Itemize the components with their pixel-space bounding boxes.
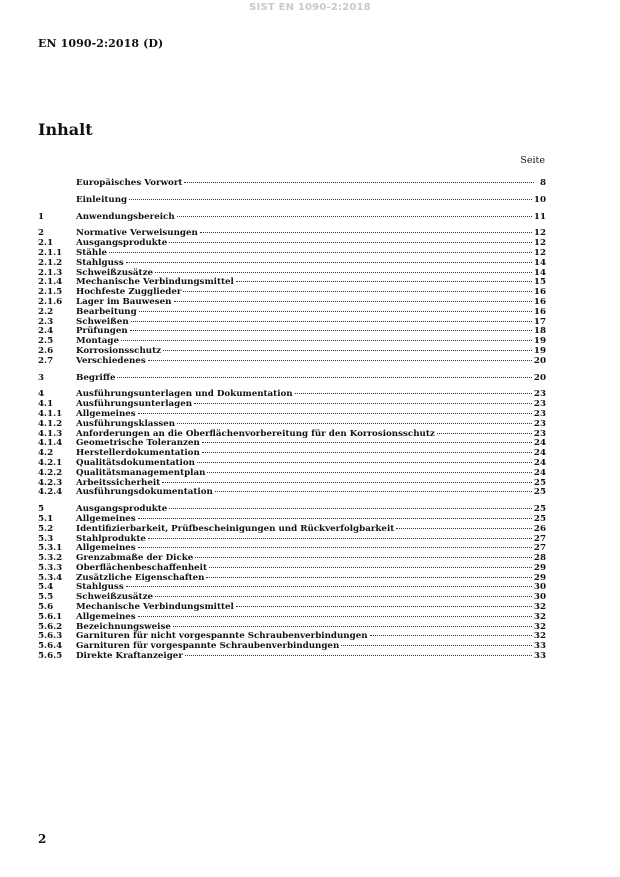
toc-entry-label: Ausführungsunterlagen und Dokumentation bbox=[76, 389, 293, 400]
toc-entry-label: Schweißzusätze bbox=[76, 267, 154, 278]
toc-entry-label: Anwendungsbereich bbox=[76, 211, 175, 222]
dot-leader bbox=[126, 586, 532, 587]
toc-entry-number: 5.3.2 bbox=[38, 553, 63, 564]
dot-leader bbox=[148, 360, 532, 361]
dot-leader bbox=[236, 606, 532, 607]
table-of-contents bbox=[38, 179, 546, 662]
toc-entry-label: Stahlguss bbox=[76, 582, 124, 593]
toc-entry-label: Stahlguss bbox=[76, 257, 124, 268]
toc-entry-page: 23 bbox=[533, 399, 546, 410]
watermark: SIST EN 1090-2:2018 bbox=[249, 2, 371, 13]
toc-entry-label: Qualitätsdokumentation bbox=[76, 457, 195, 468]
dot-leader bbox=[138, 547, 532, 548]
toc-entry-page: 15 bbox=[533, 277, 546, 288]
toc-entry-number: 5.5 bbox=[38, 592, 54, 603]
dot-leader bbox=[207, 472, 532, 473]
toc-entry-label: Montage bbox=[76, 336, 119, 347]
toc-entry-number: 2.1.1 bbox=[38, 247, 63, 258]
toc-entry-label: Einleitung bbox=[76, 194, 128, 205]
dot-leader bbox=[138, 616, 532, 617]
toc-entry-label: Korrosionsschutz bbox=[76, 345, 162, 356]
toc-entry-page: 24 bbox=[533, 438, 546, 449]
toc-entry-label: Garnituren für nicht vorgespannte Schraubenverbindungen bbox=[76, 631, 368, 642]
toc-entry-label: Europäisches Vorwort bbox=[76, 178, 183, 188]
toc-entry-number: 5.3 bbox=[38, 533, 54, 544]
toc-entry-number: 2.2 bbox=[38, 306, 54, 317]
toc-entry-number: 2.1 bbox=[38, 238, 54, 249]
toc-entry-label: Hochfeste Zugglieder bbox=[76, 287, 182, 298]
dot-leader bbox=[206, 577, 531, 578]
toc-entry-page: 11 bbox=[533, 211, 546, 222]
toc-entry-label: Herstellerdokumentation bbox=[76, 448, 200, 459]
toc-entry[interactable] bbox=[38, 374, 546, 384]
dot-leader bbox=[131, 321, 532, 322]
dot-leader bbox=[215, 491, 532, 492]
toc-entry-page: 12 bbox=[533, 247, 546, 258]
toc-entry-number: 4.2.2 bbox=[38, 467, 63, 478]
dot-leader bbox=[209, 567, 532, 568]
toc-entry-number: 5 bbox=[38, 504, 45, 515]
toc-entry-page: 18 bbox=[533, 326, 546, 337]
toc-entry-label: Garnituren für vorgespannte Schraubenverbindungen bbox=[76, 641, 340, 652]
toc-entry-number: 4 bbox=[38, 389, 45, 400]
toc-entry-number: 2.4 bbox=[38, 326, 54, 337]
toc-entry-page: 33 bbox=[533, 641, 546, 652]
toc-entry-label: Bearbeitung bbox=[76, 306, 137, 317]
toc-entry-page: 23 bbox=[533, 418, 546, 429]
dot-leader bbox=[155, 272, 532, 273]
toc-entry-number: 2.7 bbox=[38, 355, 54, 366]
dot-leader bbox=[295, 393, 532, 394]
toc-entry-label: Qualitätsmanagementplan bbox=[76, 467, 206, 478]
toc-entry[interactable] bbox=[38, 357, 546, 367]
toc-entry[interactable] bbox=[38, 652, 546, 662]
toc-entry-page: 25 bbox=[533, 477, 546, 488]
dot-leader bbox=[138, 518, 532, 519]
dot-leader bbox=[109, 252, 532, 253]
toc-entry-number: 5.6 bbox=[38, 602, 54, 613]
toc-entry-page: 24 bbox=[533, 467, 546, 478]
toc-entry-page: 23 bbox=[533, 408, 546, 419]
toc-entry-page: 27 bbox=[533, 533, 546, 544]
toc-entry-page: 19 bbox=[533, 336, 546, 347]
toc-entry-number: 3 bbox=[38, 372, 45, 383]
toc-entry-label: Ausführungsklassen bbox=[76, 418, 176, 429]
dot-leader bbox=[169, 242, 532, 243]
toc-entry-number: 4.2.3 bbox=[38, 477, 63, 488]
toc-entry-number: 5.2 bbox=[38, 523, 54, 534]
toc-entry-number: 4.1.2 bbox=[38, 418, 63, 429]
toc-entry-label: Direkte Kraftanzeiger bbox=[76, 651, 183, 662]
document-id: EN 1090-2:2018 (D) bbox=[38, 37, 164, 50]
dot-leader bbox=[184, 182, 534, 183]
toc-entry-label: Allgemeines bbox=[76, 408, 136, 419]
toc-entry-page: 10 bbox=[533, 194, 546, 205]
toc-entry-page: 32 bbox=[533, 602, 546, 613]
dot-leader bbox=[194, 403, 532, 404]
toc-entry-number: 5.4 bbox=[38, 582, 54, 593]
dot-leader bbox=[174, 301, 532, 302]
toc-entry-number: 4.1 bbox=[38, 399, 54, 410]
dot-leader bbox=[202, 442, 532, 443]
toc-entry-page: 25 bbox=[533, 513, 546, 524]
toc-entry-page: 29 bbox=[533, 572, 546, 583]
dot-leader bbox=[162, 482, 532, 483]
toc-entry-number: 2 bbox=[38, 228, 45, 239]
toc-entry-page: 30 bbox=[533, 582, 546, 593]
toc-entry-number: 2.5 bbox=[38, 336, 54, 347]
toc-entry-number: 5.3.1 bbox=[38, 543, 63, 554]
toc-entry-number: 2.1.5 bbox=[38, 287, 63, 298]
toc-entry-number: 2.1.2 bbox=[38, 257, 63, 268]
dot-leader bbox=[341, 645, 532, 646]
toc-entry-page: 14 bbox=[533, 257, 546, 268]
dot-leader bbox=[139, 311, 532, 312]
toc-entry-page: 19 bbox=[533, 345, 546, 356]
dot-leader bbox=[197, 462, 532, 463]
toc-entry-page: 25 bbox=[533, 487, 546, 498]
toc-entry-number: 2.1.6 bbox=[38, 296, 63, 307]
toc-entry-label: Anforderungen an die Oberflächenvorbereitung für den Korrosionsschutz bbox=[76, 428, 435, 439]
toc-entry-label: Zusätzliche Eigenschaften bbox=[76, 572, 205, 583]
toc-entry[interactable] bbox=[38, 196, 546, 206]
dot-leader bbox=[126, 262, 532, 263]
toc-entry[interactable] bbox=[38, 239, 546, 249]
toc-entry-number: 2.1.4 bbox=[38, 277, 63, 288]
toc-entry-number: 5.6.4 bbox=[38, 641, 63, 652]
toc-entry-page: 23 bbox=[533, 389, 546, 400]
dot-leader bbox=[148, 538, 532, 539]
toc-entry-label: Ausgangsprodukte bbox=[76, 238, 168, 249]
toc-entry-page: 28 bbox=[533, 553, 546, 564]
toc-entry-page: 20 bbox=[533, 372, 546, 383]
dot-leader bbox=[202, 452, 532, 453]
toc-entry-label: Normative Verweisungen bbox=[76, 228, 198, 239]
dot-leader bbox=[177, 216, 532, 217]
dot-leader bbox=[200, 232, 532, 233]
dot-leader bbox=[370, 635, 532, 636]
dot-leader bbox=[185, 655, 532, 656]
dot-leader bbox=[236, 281, 532, 282]
toc-entry-label: Begriffe bbox=[76, 372, 116, 383]
dot-leader bbox=[177, 423, 532, 424]
toc-entry-label: Ausführungsunterlagen bbox=[76, 399, 193, 410]
toc-entry-number: 4.1.1 bbox=[38, 408, 63, 419]
toc-entry-page: 20 bbox=[533, 355, 546, 366]
toc-entry-number: 4.2.1 bbox=[38, 457, 63, 468]
dot-leader bbox=[130, 330, 532, 331]
toc-entry-number: 2.3 bbox=[38, 316, 54, 327]
dot-leader bbox=[121, 340, 532, 341]
toc-entry[interactable] bbox=[38, 488, 546, 498]
toc-entry-page: 8 bbox=[539, 178, 546, 188]
toc-entry-number: 5.3.4 bbox=[38, 572, 63, 583]
toc-entry-label: Verschiedenes bbox=[76, 355, 146, 366]
toc-entry-page: 16 bbox=[533, 306, 546, 317]
dot-leader bbox=[117, 377, 531, 378]
toc-entry-number: 5.3.3 bbox=[38, 562, 63, 573]
toc-entry-label: Geometrische Toleranzen bbox=[76, 438, 200, 449]
toc-entry-number: 5.6.1 bbox=[38, 611, 63, 622]
dot-leader bbox=[163, 350, 532, 351]
toc-entry-number: 2.6 bbox=[38, 345, 54, 356]
toc-entry-page: 12 bbox=[533, 228, 546, 239]
toc-entry-label: Schweißzusätze bbox=[76, 592, 154, 603]
dot-leader bbox=[173, 626, 532, 627]
toc-entry-number: 5.6.3 bbox=[38, 631, 63, 642]
toc-entry-page: 16 bbox=[533, 296, 546, 307]
toc-entry-page: 12 bbox=[533, 238, 546, 249]
dot-leader bbox=[183, 291, 531, 292]
toc-entry-page: 29 bbox=[533, 562, 546, 573]
toc-entry-page: 14 bbox=[533, 267, 546, 278]
dot-leader bbox=[437, 433, 532, 434]
toc-entry-page: 33 bbox=[533, 651, 546, 662]
toc-entry-label: Allgemeines bbox=[76, 611, 136, 622]
toc-entry-number: 4.2.4 bbox=[38, 487, 63, 498]
toc-entry-number: 5.6.2 bbox=[38, 621, 63, 632]
toc-entry-label: Allgemeines bbox=[76, 543, 136, 554]
toc-entry-page: 32 bbox=[533, 611, 546, 622]
toc-entry-number: 5.6.5 bbox=[38, 651, 63, 662]
toc-entry-label: Bezeichnungsweise bbox=[76, 621, 171, 632]
toc-entry-number: 4.1.3 bbox=[38, 428, 63, 439]
toc-entry[interactable] bbox=[38, 179, 546, 189]
toc-entry-page: 24 bbox=[533, 448, 546, 459]
toc-entry-label: Stähle bbox=[76, 247, 108, 258]
toc-entry-label: Mechanische Verbindungsmittel bbox=[76, 277, 234, 288]
dot-leader bbox=[138, 413, 532, 414]
dot-leader bbox=[195, 557, 532, 558]
toc-entry-number: 2.1.3 bbox=[38, 267, 63, 278]
toc-entry-number: 5.1 bbox=[38, 513, 54, 524]
page-title: Inhalt bbox=[38, 120, 93, 139]
toc-entry-page: 23 bbox=[533, 428, 546, 439]
toc-entry-label: Allgemeines bbox=[76, 513, 136, 524]
page-number: 2 bbox=[38, 832, 47, 846]
dot-leader bbox=[155, 596, 532, 597]
toc-entry-label: Ausführungsdokumentation bbox=[76, 487, 213, 498]
toc-entry-number: 4.1.4 bbox=[38, 438, 63, 449]
toc-entry-number: 4.2 bbox=[38, 448, 54, 459]
toc-entry-page: 16 bbox=[533, 287, 546, 298]
toc-entry-page: 30 bbox=[533, 592, 546, 603]
dot-leader bbox=[129, 199, 532, 200]
toc-entry-label: Prüfungen bbox=[76, 326, 128, 337]
toc-entry-label: Schweißen bbox=[76, 316, 129, 327]
toc-entry-label: Identifizierbarkeit, Prüfbescheinigungen und Rückverfolgbarkeit bbox=[76, 523, 395, 534]
toc-entry-label: Grenzabmaße der Dicke bbox=[76, 553, 194, 564]
toc-entry-page: 24 bbox=[533, 457, 546, 468]
toc-entry-label: Arbeitssicherheit bbox=[76, 477, 161, 488]
toc-entry-number: 1 bbox=[38, 211, 45, 222]
toc-entry[interactable] bbox=[38, 213, 546, 223]
toc-entry-label: Oberflächenbeschaffenheit bbox=[76, 562, 207, 573]
toc-entry-page: 32 bbox=[533, 631, 546, 642]
dot-leader bbox=[169, 508, 532, 509]
toc-entry-page: 26 bbox=[533, 523, 546, 534]
page-column-label: Seite bbox=[520, 155, 545, 166]
toc-entry-label: Ausgangsprodukte bbox=[76, 504, 168, 515]
toc-entry-page: 17 bbox=[533, 316, 546, 327]
toc-entry-label: Lager im Bauwesen bbox=[76, 296, 172, 307]
toc-entry-label: Mechanische Verbindungsmittel bbox=[76, 602, 234, 613]
toc-entry-page: 32 bbox=[533, 621, 546, 632]
toc-entry-page: 25 bbox=[533, 504, 546, 515]
toc-entry-label: Stahlprodukte bbox=[76, 533, 146, 544]
dot-leader bbox=[396, 528, 532, 529]
toc-entry-page: 27 bbox=[533, 543, 546, 554]
